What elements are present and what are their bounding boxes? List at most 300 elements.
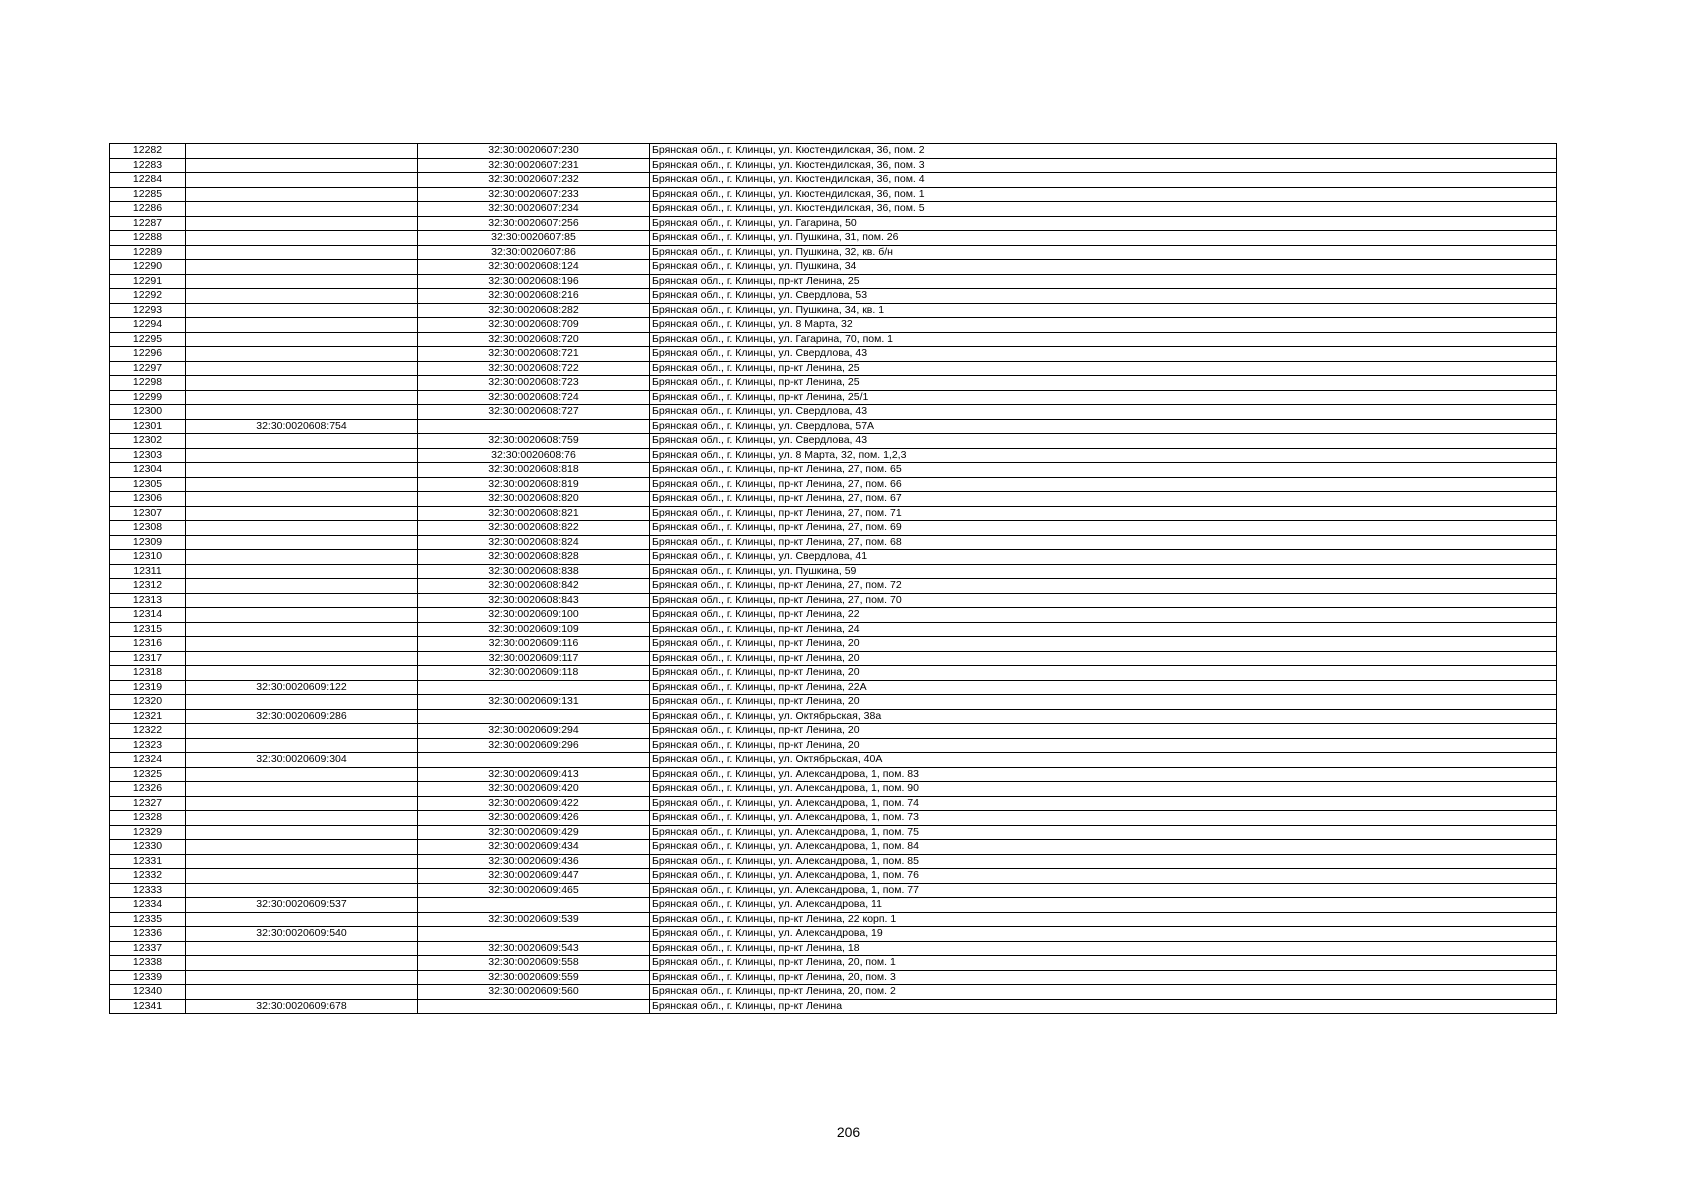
cadastral-number-alt-cell: 32:30:0020608:821 (418, 506, 650, 521)
cadastral-number-cell (186, 593, 418, 608)
address-cell: Брянская обл., г. Клинцы, пр-кт Ленина, 22А (650, 680, 1557, 695)
table-row (110, 318, 1557, 333)
table-row (110, 608, 1557, 623)
cadastral-number-cell (186, 521, 418, 536)
cadastral-number-cell (186, 347, 418, 362)
registry-table-body (110, 144, 1557, 1014)
row-number-cell: 12336 (110, 927, 186, 942)
table-row (110, 999, 1557, 1014)
row-number-cell: 12312 (110, 579, 186, 594)
cadastral-number-cell (186, 956, 418, 971)
row-number-cell: 12332 (110, 869, 186, 884)
cadastral-number-cell (186, 811, 418, 826)
row-number-cell: 12299 (110, 390, 186, 405)
cadastral-number-cell (186, 245, 418, 260)
cadastral-number-cell (186, 144, 418, 159)
cadastral-number-alt-cell: 32:30:0020608:724 (418, 390, 650, 405)
cadastral-number-cell (186, 260, 418, 275)
address-cell: Брянская обл., г. Клинцы, ул. Свердлова, 57А (650, 419, 1557, 434)
address-cell: Брянская обл., г. Клинцы, пр-кт Ленина, 20 (650, 666, 1557, 681)
table-row (110, 912, 1557, 927)
table-row (110, 202, 1557, 217)
cadastral-number-cell (186, 535, 418, 550)
cadastral-number-cell (186, 608, 418, 623)
cadastral-number-alt-cell: 32:30:0020608:124 (418, 260, 650, 275)
table-row (110, 724, 1557, 739)
address-cell: Брянская обл., г. Клинцы, ул. Гагарина, 50 (650, 216, 1557, 231)
cadastral-number-cell (186, 173, 418, 188)
table-row (110, 927, 1557, 942)
address-cell: Брянская обл., г. Клинцы, пр-кт Ленина, 25 (650, 376, 1557, 391)
cadastral-number-cell (186, 869, 418, 884)
cadastral-number-cell (186, 289, 418, 304)
table-row (110, 651, 1557, 666)
address-cell: Брянская обл., г. Клинцы, ул. Пушкина, 59 (650, 564, 1557, 579)
cadastral-number-alt-cell: 32:30:0020608:723 (418, 376, 650, 391)
address-cell: Брянская обл., г. Клинцы, ул. Александрова, 1, пом. 90 (650, 782, 1557, 797)
table-row (110, 941, 1557, 956)
table-row (110, 173, 1557, 188)
table-row (110, 753, 1557, 768)
cadastral-number-alt-cell: 32:30:0020609:117 (418, 651, 650, 666)
cadastral-number-alt-cell: 32:30:0020609:422 (418, 796, 650, 811)
address-cell: Брянская обл., г. Клинцы, пр-кт Ленина, 20 (650, 637, 1557, 652)
cadastral-number-cell (186, 695, 418, 710)
row-number-cell: 12303 (110, 448, 186, 463)
row-number-cell: 12302 (110, 434, 186, 449)
table-row (110, 448, 1557, 463)
row-number-cell: 12340 (110, 985, 186, 1000)
row-number-cell: 12333 (110, 883, 186, 898)
address-cell: Брянская обл., г. Клинцы, ул. 8 Марта, 32, пом. 1,2,3 (650, 448, 1557, 463)
table-row (110, 883, 1557, 898)
cadastral-number-alt-cell: 32:30:0020609:413 (418, 767, 650, 782)
cadastral-number-cell: 32:30:0020609:122 (186, 680, 418, 695)
cadastral-number-cell (186, 724, 418, 739)
cadastral-number-alt-cell: 32:30:0020608:818 (418, 463, 650, 478)
table-row (110, 840, 1557, 855)
row-number-cell: 12295 (110, 332, 186, 347)
cadastral-number-cell (186, 434, 418, 449)
cadastral-number-cell (186, 390, 418, 405)
table-row (110, 550, 1557, 565)
table-row (110, 579, 1557, 594)
cadastral-number-alt-cell: 32:30:0020607:85 (418, 231, 650, 246)
table-row (110, 274, 1557, 289)
address-cell: Брянская обл., г. Клинцы, пр-кт Ленина, 27, пом. 72 (650, 579, 1557, 594)
cadastral-number-alt-cell: 32:30:0020607:230 (418, 144, 650, 159)
cadastral-number-alt-cell: 32:30:0020609:294 (418, 724, 650, 739)
row-number-cell: 12284 (110, 173, 186, 188)
cadastral-number-cell (186, 912, 418, 927)
cadastral-number-cell (186, 231, 418, 246)
row-number-cell: 12339 (110, 970, 186, 985)
cadastral-number-alt-cell: 32:30:0020609:100 (418, 608, 650, 623)
address-cell: Брянская обл., г. Клинцы, ул. Александрова, 19 (650, 927, 1557, 942)
cadastral-number-cell (186, 883, 418, 898)
cadastral-number-cell (186, 318, 418, 333)
cadastral-number-cell (186, 187, 418, 202)
address-cell: Брянская обл., г. Клинцы, пр-кт Ленина, 20 (650, 695, 1557, 710)
cadastral-number-alt-cell (418, 753, 650, 768)
address-cell: Брянская обл., г. Клинцы, пр-кт Ленина, 20 (650, 651, 1557, 666)
table-row (110, 956, 1557, 971)
table-row (110, 477, 1557, 492)
row-number-cell: 12310 (110, 550, 186, 565)
cadastral-number-alt-cell: 32:30:0020609:116 (418, 637, 650, 652)
row-number-cell: 12286 (110, 202, 186, 217)
cadastral-number-cell: 32:30:0020609:537 (186, 898, 418, 913)
address-cell: Брянская обл., г. Клинцы, ул. Гагарина, 70, пом. 1 (650, 332, 1557, 347)
cadastral-number-cell (186, 158, 418, 173)
table-row (110, 767, 1557, 782)
cadastral-number-cell (186, 376, 418, 391)
address-cell: Брянская обл., г. Клинцы, пр-кт Ленина, 20, пом. 2 (650, 985, 1557, 1000)
address-cell: Брянская обл., г. Клинцы, пр-кт Ленина, 20, пом. 1 (650, 956, 1557, 971)
address-cell: Брянская обл., г. Клинцы, пр-кт Ленина, 20, пом. 3 (650, 970, 1557, 985)
table-row (110, 289, 1557, 304)
table-row (110, 535, 1557, 550)
cadastral-number-alt-cell (418, 898, 650, 913)
table-row (110, 260, 1557, 275)
row-number-cell: 12318 (110, 666, 186, 681)
table-row (110, 492, 1557, 507)
cadastral-number-alt-cell: 32:30:0020608:76 (418, 448, 650, 463)
row-number-cell: 12337 (110, 941, 186, 956)
table-row (110, 796, 1557, 811)
address-cell: Брянская обл., г. Клинцы, ул. Октябрьская, 38а (650, 709, 1557, 724)
address-cell: Брянская обл., г. Клинцы, пр-кт Ленина (650, 999, 1557, 1014)
table-row (110, 506, 1557, 521)
cadastral-number-cell (186, 579, 418, 594)
row-number-cell: 12292 (110, 289, 186, 304)
page-number: 206 (836, 1124, 861, 1140)
row-number-cell: 12327 (110, 796, 186, 811)
row-number-cell: 12285 (110, 187, 186, 202)
address-cell: Брянская обл., г. Клинцы, ул. Александрова, 1, пом. 84 (650, 840, 1557, 855)
cadastral-number-cell (186, 825, 418, 840)
cadastral-number-alt-cell: 32:30:0020609:447 (418, 869, 650, 884)
cadastral-number-alt-cell: 32:30:0020609:559 (418, 970, 650, 985)
address-cell: Брянская обл., г. Клинцы, ул. Свердлова, 43 (650, 347, 1557, 362)
address-cell: Брянская обл., г. Клинцы, ул. Александрова, 1, пом. 74 (650, 796, 1557, 811)
address-cell: Брянская обл., г. Клинцы, пр-кт Ленина, 27, пом. 66 (650, 477, 1557, 492)
row-number-cell: 12329 (110, 825, 186, 840)
cadastral-number-cell: 32:30:0020609:678 (186, 999, 418, 1014)
cadastral-number-cell (186, 564, 418, 579)
address-cell: Брянская обл., г. Клинцы, ул. Октябрьская, 40А (650, 753, 1557, 768)
cadastral-number-alt-cell: 32:30:0020609:465 (418, 883, 650, 898)
cadastral-number-cell: 32:30:0020609:540 (186, 927, 418, 942)
table-row (110, 564, 1557, 579)
cadastral-number-cell (186, 854, 418, 869)
cadastral-number-alt-cell: 32:30:0020607:86 (418, 245, 650, 260)
row-number-cell: 12296 (110, 347, 186, 362)
table-row (110, 738, 1557, 753)
cadastral-number-alt-cell (418, 680, 650, 695)
cadastral-number-cell (186, 651, 418, 666)
address-cell: Брянская обл., г. Клинцы, пр-кт Ленина, 22 (650, 608, 1557, 623)
address-cell: Брянская обл., г. Клинцы, пр-кт Ленина, 25 (650, 361, 1557, 376)
cadastral-number-alt-cell: 32:30:0020609:426 (418, 811, 650, 826)
cadastral-number-alt-cell (418, 999, 650, 1014)
address-cell: Брянская обл., г. Клинцы, ул. Кюстендилская, 36, пом. 2 (650, 144, 1557, 159)
cadastral-number-alt-cell (418, 419, 650, 434)
address-cell: Брянская обл., г. Клинцы, ул. Пушкина, 31, пом. 26 (650, 231, 1557, 246)
cadastral-number-cell (186, 405, 418, 420)
address-cell: Брянская обл., г. Клинцы, пр-кт Ленина, 27, пом. 70 (650, 593, 1557, 608)
cadastral-number-alt-cell: 32:30:0020608:709 (418, 318, 650, 333)
cadastral-number-alt-cell (418, 709, 650, 724)
row-number-cell: 12297 (110, 361, 186, 376)
address-cell: Брянская обл., г. Клинцы, ул. Пушкина, 34, кв. 1 (650, 303, 1557, 318)
row-number-cell: 12309 (110, 535, 186, 550)
cadastral-number-cell (186, 941, 418, 956)
cadastral-number-alt-cell: 32:30:0020608:828 (418, 550, 650, 565)
cadastral-number-alt-cell: 32:30:0020607:234 (418, 202, 650, 217)
row-number-cell: 12301 (110, 419, 186, 434)
cadastral-number-alt-cell: 32:30:0020609:109 (418, 622, 650, 637)
table-row (110, 303, 1557, 318)
row-number-cell: 12307 (110, 506, 186, 521)
address-cell: Брянская обл., г. Клинцы, ул. Пушкина, 32, кв. б/н (650, 245, 1557, 260)
row-number-cell: 12306 (110, 492, 186, 507)
cadastral-number-cell (186, 637, 418, 652)
cadastral-number-alt-cell: 32:30:0020608:822 (418, 521, 650, 536)
row-number-cell: 12308 (110, 521, 186, 536)
cadastral-number-alt-cell: 32:30:0020608:282 (418, 303, 650, 318)
cadastral-number-alt-cell: 32:30:0020608:720 (418, 332, 650, 347)
address-cell: Брянская обл., г. Клинцы, пр-кт Ленина, 18 (650, 941, 1557, 956)
address-cell: Брянская обл., г. Клинцы, пр-кт Ленина, 27, пом. 68 (650, 535, 1557, 550)
cadastral-number-cell (186, 361, 418, 376)
row-number-cell: 12291 (110, 274, 186, 289)
address-cell: Брянская обл., г. Клинцы, ул. Александрова, 1, пом. 73 (650, 811, 1557, 826)
table-row (110, 463, 1557, 478)
address-cell: Брянская обл., г. Клинцы, ул. Александрова, 1, пом. 83 (650, 767, 1557, 782)
cadastral-number-cell (186, 970, 418, 985)
row-number-cell: 12320 (110, 695, 186, 710)
address-cell: Брянская обл., г. Клинцы, ул. Александрова, 1, пом. 76 (650, 869, 1557, 884)
cadastral-number-alt-cell: 32:30:0020608:722 (418, 361, 650, 376)
cadastral-number-cell (186, 550, 418, 565)
row-number-cell: 12311 (110, 564, 186, 579)
row-number-cell: 12293 (110, 303, 186, 318)
address-cell: Брянская обл., г. Клинцы, ул. Свердлова, 41 (650, 550, 1557, 565)
row-number-cell: 12335 (110, 912, 186, 927)
table-row (110, 854, 1557, 869)
row-number-cell: 12317 (110, 651, 186, 666)
table-row (110, 869, 1557, 884)
row-number-cell: 12283 (110, 158, 186, 173)
table-row (110, 419, 1557, 434)
address-cell: Брянская обл., г. Клинцы, пр-кт Ленина, 22 корп. 1 (650, 912, 1557, 927)
table-row (110, 187, 1557, 202)
cadastral-number-alt-cell: 32:30:0020609:560 (418, 985, 650, 1000)
address-cell: Брянская обл., г. Клинцы, ул. Свердлова, 43 (650, 434, 1557, 449)
cadastral-number-alt-cell: 32:30:0020609:436 (418, 854, 650, 869)
row-number-cell: 12315 (110, 622, 186, 637)
row-number-cell: 12326 (110, 782, 186, 797)
cadastral-number-alt-cell: 32:30:0020609:558 (418, 956, 650, 971)
address-cell: Брянская обл., г. Клинцы, ул. Свердлова, 43 (650, 405, 1557, 420)
table-row (110, 434, 1557, 449)
table-row (110, 376, 1557, 391)
cadastral-number-cell (186, 738, 418, 753)
table-row (110, 970, 1557, 985)
row-number-cell: 12341 (110, 999, 186, 1014)
address-cell: Брянская обл., г. Клинцы, ул. Александрова, 1, пом. 75 (650, 825, 1557, 840)
table-row (110, 347, 1557, 362)
table-row (110, 144, 1557, 159)
cadastral-number-cell (186, 840, 418, 855)
row-number-cell: 12300 (110, 405, 186, 420)
cadastral-number-cell (186, 477, 418, 492)
table-row (110, 782, 1557, 797)
cadastral-number-alt-cell: 32:30:0020608:759 (418, 434, 650, 449)
row-number-cell: 12314 (110, 608, 186, 623)
cadastral-number-cell (186, 622, 418, 637)
cadastral-number-alt-cell: 32:30:0020608:820 (418, 492, 650, 507)
cadastral-number-alt-cell: 32:30:0020609:429 (418, 825, 650, 840)
cadastral-number-alt-cell: 32:30:0020608:843 (418, 593, 650, 608)
row-number-cell: 12323 (110, 738, 186, 753)
table-row (110, 985, 1557, 1000)
table-row (110, 231, 1557, 246)
row-number-cell: 12330 (110, 840, 186, 855)
cadastral-number-cell (186, 506, 418, 521)
table-row (110, 622, 1557, 637)
cadastral-number-alt-cell: 32:30:0020608:824 (418, 535, 650, 550)
cadastral-number-cell (186, 666, 418, 681)
address-cell: Брянская обл., г. Клинцы, ул. Александрова, 1, пом. 77 (650, 883, 1557, 898)
cadastral-number-cell (186, 448, 418, 463)
address-cell: Брянская обл., г. Клинцы, пр-кт Ленина, 27, пом. 71 (650, 506, 1557, 521)
cadastral-number-alt-cell: 32:30:0020609:539 (418, 912, 650, 927)
cadastral-number-alt-cell: 32:30:0020607:256 (418, 216, 650, 231)
address-cell: Брянская обл., г. Клинцы, пр-кт Ленина, 24 (650, 622, 1557, 637)
table-row (110, 666, 1557, 681)
table-row (110, 593, 1557, 608)
cadastral-number-alt-cell: 32:30:0020609:118 (418, 666, 650, 681)
table-row (110, 245, 1557, 260)
cadastral-number-cell (186, 985, 418, 1000)
cadastral-number-cell (186, 303, 418, 318)
cadastral-number-alt-cell (418, 927, 650, 942)
row-number-cell: 12316 (110, 637, 186, 652)
table-row (110, 216, 1557, 231)
cadastral-number-alt-cell: 32:30:0020609:131 (418, 695, 650, 710)
cadastral-number-cell: 32:30:0020609:304 (186, 753, 418, 768)
table-row (110, 361, 1557, 376)
address-cell: Брянская обл., г. Клинцы, ул. Кюстендилская, 36, пом. 5 (650, 202, 1557, 217)
table-row (110, 709, 1557, 724)
cadastral-number-alt-cell: 32:30:0020608:216 (418, 289, 650, 304)
row-number-cell: 12287 (110, 216, 186, 231)
cadastral-number-alt-cell: 32:30:0020607:231 (418, 158, 650, 173)
cadastral-number-cell (186, 767, 418, 782)
cadastral-number-cell: 32:30:0020609:286 (186, 709, 418, 724)
row-number-cell: 12334 (110, 898, 186, 913)
row-number-cell: 12324 (110, 753, 186, 768)
row-number-cell: 12289 (110, 245, 186, 260)
table-row (110, 521, 1557, 536)
row-number-cell: 12321 (110, 709, 186, 724)
address-cell: Брянская обл., г. Клинцы, пр-кт Ленина, 20 (650, 738, 1557, 753)
cadastral-number-cell (186, 463, 418, 478)
address-cell: Брянская обл., г. Клинцы, пр-кт Ленина, 27, пом. 67 (650, 492, 1557, 507)
address-cell: Брянская обл., г. Клинцы, ул. Кюстендилская, 36, пом. 3 (650, 158, 1557, 173)
cadastral-number-cell (186, 782, 418, 797)
cadastral-number-cell: 32:30:0020608:754 (186, 419, 418, 434)
cadastral-number-cell (186, 492, 418, 507)
table-row (110, 811, 1557, 826)
cadastral-number-cell (186, 796, 418, 811)
cadastral-number-alt-cell: 32:30:0020609:420 (418, 782, 650, 797)
row-number-cell: 12294 (110, 318, 186, 333)
cadastral-number-cell (186, 332, 418, 347)
cadastral-number-alt-cell: 32:30:0020608:842 (418, 579, 650, 594)
table-row (110, 825, 1557, 840)
table-row (110, 695, 1557, 710)
cadastral-number-alt-cell: 32:30:0020609:543 (418, 941, 650, 956)
table-row (110, 637, 1557, 652)
row-number-cell: 12322 (110, 724, 186, 739)
cadastral-number-alt-cell: 32:30:0020608:196 (418, 274, 650, 289)
address-cell: Брянская обл., г. Клинцы, пр-кт Ленина, 27, пом. 65 (650, 463, 1557, 478)
address-cell: Брянская обл., г. Клинцы, ул. Свердлова, 53 (650, 289, 1557, 304)
address-cell: Брянская обл., г. Клинцы, пр-кт Ленина, 25/1 (650, 390, 1557, 405)
row-number-cell: 12313 (110, 593, 186, 608)
property-registry-table (109, 143, 1557, 1014)
cadastral-number-alt-cell: 32:30:0020607:233 (418, 187, 650, 202)
row-number-cell: 12338 (110, 956, 186, 971)
address-cell: Брянская обл., г. Клинцы, пр-кт Ленина, 27, пом. 69 (650, 521, 1557, 536)
address-cell: Брянская обл., г. Клинцы, ул. Пушкина, 34 (650, 260, 1557, 275)
row-number-cell: 12298 (110, 376, 186, 391)
cadastral-number-alt-cell: 32:30:0020608:819 (418, 477, 650, 492)
cadastral-number-alt-cell: 32:30:0020609:434 (418, 840, 650, 855)
cadastral-number-cell (186, 202, 418, 217)
table-row (110, 390, 1557, 405)
table-row (110, 405, 1557, 420)
cadastral-number-alt-cell: 32:30:0020608:721 (418, 347, 650, 362)
row-number-cell: 12331 (110, 854, 186, 869)
row-number-cell: 12282 (110, 144, 186, 159)
address-cell: Брянская обл., г. Клинцы, ул. Александрова, 11 (650, 898, 1557, 913)
table-row (110, 158, 1557, 173)
cadastral-number-cell (186, 216, 418, 231)
row-number-cell: 12288 (110, 231, 186, 246)
address-cell: Брянская обл., г. Клинцы, ул. Кюстендилская, 36, пом. 4 (650, 173, 1557, 188)
table-row (110, 898, 1557, 913)
cadastral-number-cell (186, 274, 418, 289)
cadastral-number-alt-cell: 32:30:0020608:838 (418, 564, 650, 579)
row-number-cell: 12325 (110, 767, 186, 782)
row-number-cell: 12319 (110, 680, 186, 695)
cadastral-number-alt-cell: 32:30:0020608:727 (418, 405, 650, 420)
row-number-cell: 12328 (110, 811, 186, 826)
table-row (110, 332, 1557, 347)
row-number-cell: 12290 (110, 260, 186, 275)
address-cell: Брянская обл., г. Клинцы, ул. 8 Марта, 32 (650, 318, 1557, 333)
row-number-cell: 12304 (110, 463, 186, 478)
address-cell: Брянская обл., г. Клинцы, ул. Кюстендилская, 36, пом. 1 (650, 187, 1557, 202)
address-cell: Брянская обл., г. Клинцы, ул. Александрова, 1, пом. 85 (650, 854, 1557, 869)
address-cell: Брянская обл., г. Клинцы, пр-кт Ленина, 25 (650, 274, 1557, 289)
row-number-cell: 12305 (110, 477, 186, 492)
cadastral-number-alt-cell: 32:30:0020609:296 (418, 738, 650, 753)
